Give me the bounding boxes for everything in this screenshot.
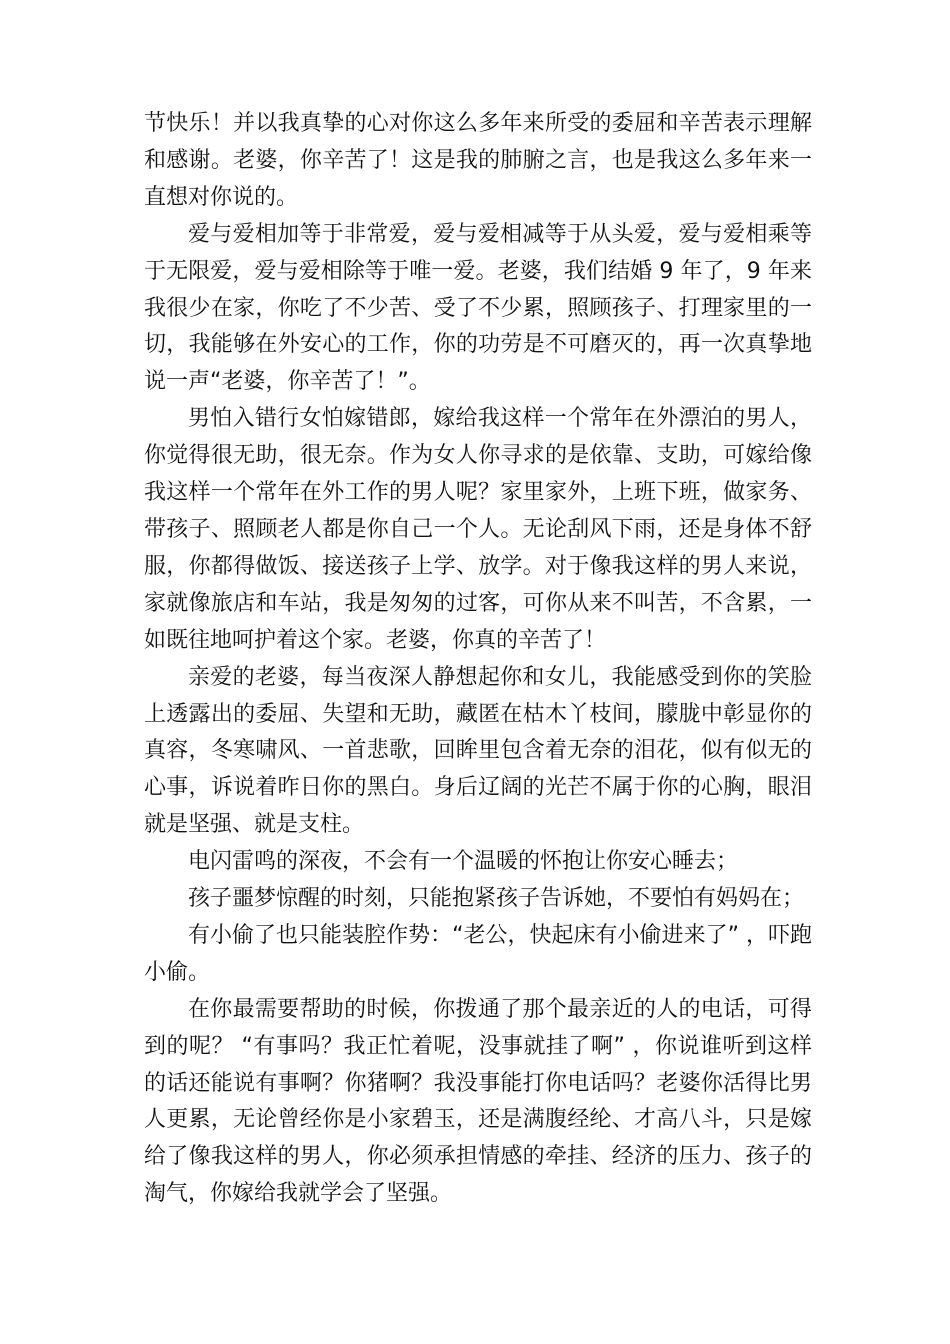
paragraph-1: 节快乐！并以我真挚的心对你这么多年来所受的委屈和辛苦表示理解和感谢。老婆，你辛苦了！这是我的肺腑之言，也是我这么多年来一直想对你说的。: [144, 111, 812, 210]
paragraph-2: 爱与爱相加等于非常爱，爱与爱相减等于从头爱，爱与爱相乘等于无限爱，爱与爱相除等于唯一爱。老婆，我们结婚 9 年了，9 年来我很少在家，你吃了不少苦、受了不少累，照顾孩子、打理家里的一切，我能够在外安心的工作，你的功劳是不可磨灭的，再一次真挚地说一声“老婆，你辛苦了！”。: [144, 221, 812, 395]
paragraph-3: 男怕入错行女怕嫁错郎，嫁给我这样一个常年在外漂泊的男人，你觉得很无助，很无奈。作为女人你寻求的是依靠、支助，可嫁给像我这样一个常年在外工作的男人呢？家里家外，上班下班，做家务、带孩子、照顾老人都是你自己一个人。无论刮风下雨，还是身体不舒服，你都得做饭、接送孩子上学、放学。对于像我这样的男人来说，家就像旅店和车站，我是匆匆的过客，可你从来不叫苦，不含累，一如既往地呵护着这个家。老婆，你真的辛苦了！: [144, 406, 812, 653]
paragraph-4: 亲爱的老婆，每当夜深人静想起你和女儿，我能感受到你的笑脸上透露出的委屈、失望和无助，藏匿在枯木丫枝间，朦胧中彰显你的真容，冬寒啸风、一首悲歌，回眸里包含着无奈的泪花，似有似无的心事，诉说着昨日你的黑白。身后辽阔的光芒不属于你的心胸，眼泪就是坚强、就是支柱。: [144, 664, 812, 838]
document-page: [144, 106, 812, 1213]
paragraph-8: 在你最需要帮助的时候，你拨通了那个最亲近的人的电话，可得到的呢？ “有事吗？我正忙着呢，没事就挂了啊” ，你说谁听到这样的话还能说有事啊？你猪啊？我没事能打你电话吗？老婆你活得比男人更累，无论曾经你是小家碧玉，还是满腹经纶、才高八斗，只是嫁给了像我这样的男人，你必须承担情感的牵挂、经济的压力、孩子的淘气，你嫁给我就学会了坚强。: [144, 996, 812, 1207]
paragraph-6: 孩子噩梦惊醒的时刻，只能抱紧孩子告诉她，不要怕有妈妈在；: [188, 886, 805, 912]
paragraph-7: 有小偷了也只能装腔作势：“老公，快起床有小偷进来了” ，吓跑小偷。: [144, 922, 812, 985]
paragraph-5: 电闪雷鸣的深夜，不会有一个温暖的怀抱让你安心睡去；: [188, 849, 739, 875]
